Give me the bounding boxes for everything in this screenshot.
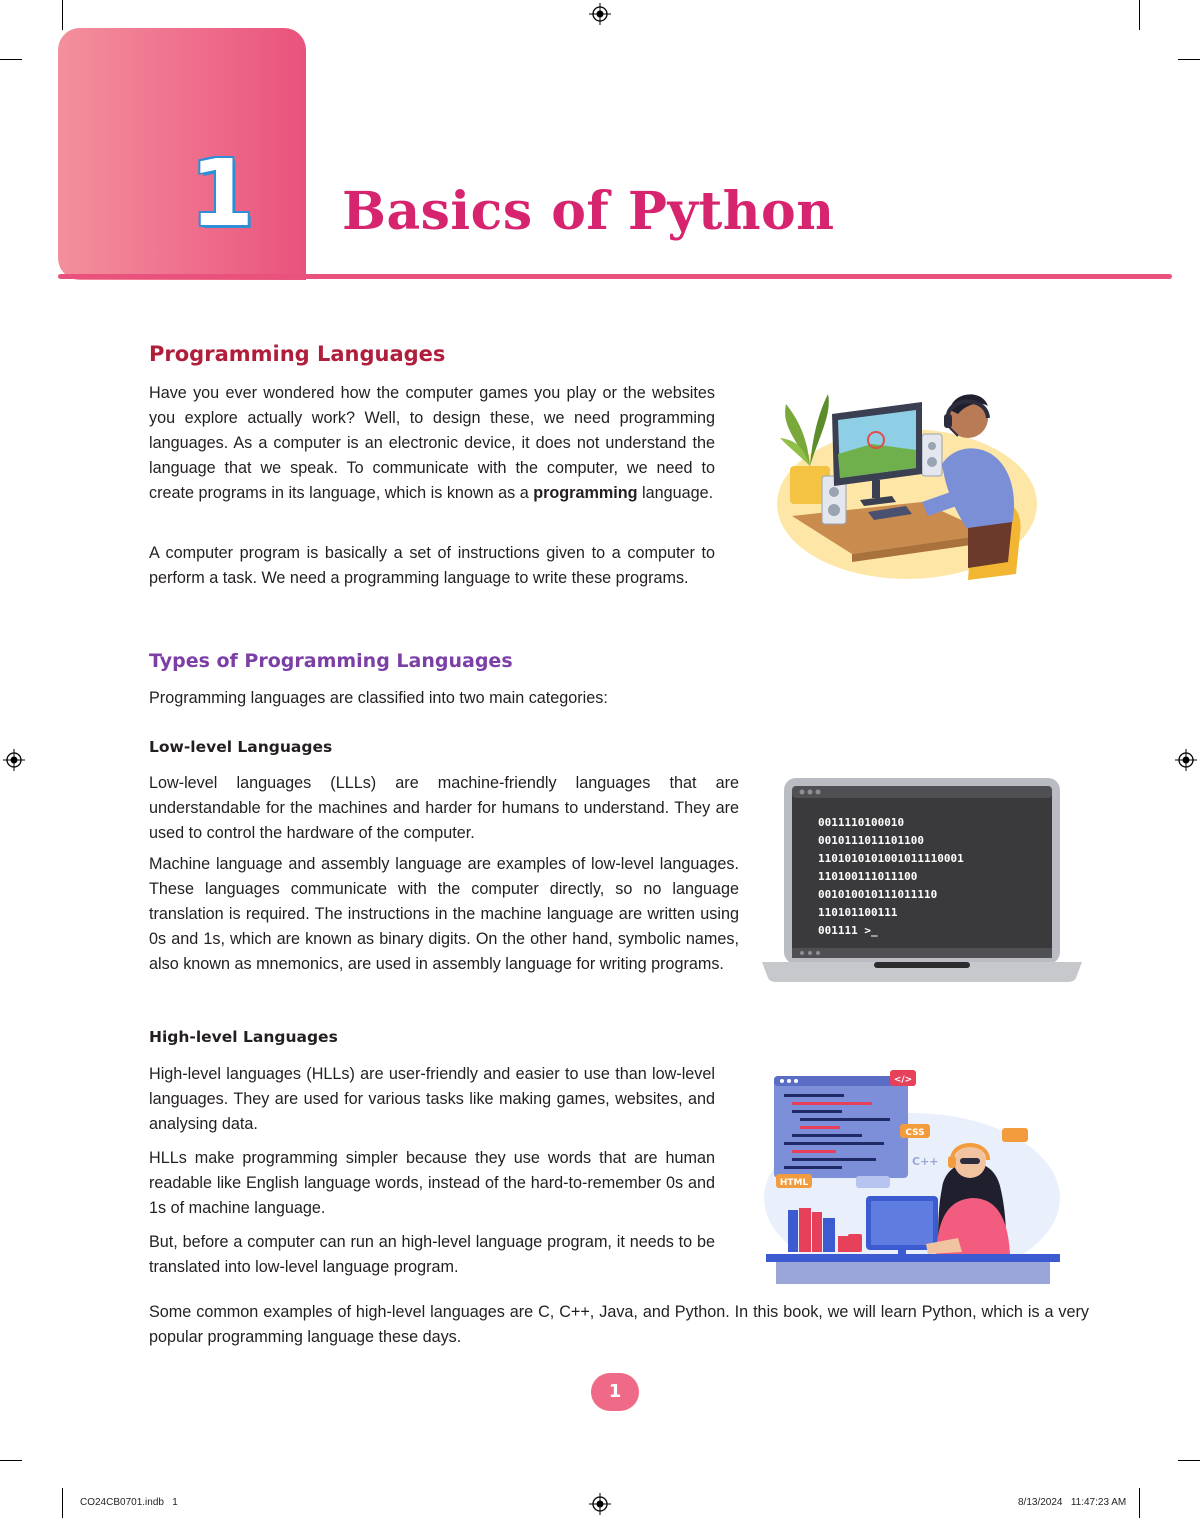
crop-mark xyxy=(1178,1460,1200,1461)
registration-mark-icon xyxy=(3,749,25,771)
page-number: 1 xyxy=(591,1373,639,1411)
high-level-heading: High-level Languages xyxy=(149,1028,338,1046)
cpp-label: C++ xyxy=(912,1155,939,1168)
binary-line: 110100111011100 xyxy=(818,870,918,883)
laptop-illustration xyxy=(762,778,1082,984)
para-text: Have you ever wondered how the computer games you play or the websites you explore actually work? Well, to design these, we need programming languages. As a computer is an electronic device, it does not understand the language that we speak. To communicate with the computer, we need to create programs in its language, which is known as a xyxy=(149,384,715,502)
high-level-paragraph-1: High-level languages (HLLs) are user-friendly and easier to use than low-level languages. They are used for various tasks like making games, websites, and analysing data. xyxy=(149,1065,715,1133)
crop-mark xyxy=(1139,1488,1140,1518)
bold-term: programming xyxy=(533,484,638,502)
low-level-paragraph-1: Low-level languages (LLLs) are machine-friendly languages that are understandable for the machines and harder for humans to understand. They are used to control the hardware of the computer. xyxy=(149,774,739,842)
crop-mark xyxy=(0,1460,22,1461)
low-level-paragraph-2: Machine language and assembly language are examples of low-level languages. These languages communicate with the computer directly, so no language translation is required. The instructions in the machine language are written using 0s and 1s, which are known as binary digits. On the other hand, symbolic names, also known as mnemonics, are used in assembly language for writing programs. xyxy=(149,855,739,973)
section-paragraph-2: A computer program is basically a set of instructions given to a computer to perform a task. We need a programming language to write these programs. xyxy=(149,544,715,587)
gamer-illustration xyxy=(772,384,1050,584)
binary-line: 0010111011101100 xyxy=(818,834,924,847)
closing-paragraph: Some common examples of high-level languages are C, C++, Java, and Python. In this book, we will learn Python, which is a very popular programming language these days. xyxy=(149,1303,1089,1346)
section-heading: Programming Languages xyxy=(149,342,446,366)
crop-mark xyxy=(62,1488,63,1518)
high-level-paragraph-3: But, before a computer can run an high-level language program, it needs to be translated into low-level language program. xyxy=(149,1233,715,1276)
css-label: CSS xyxy=(905,1128,925,1138)
crop-mark xyxy=(0,59,22,60)
chapter-number-box xyxy=(58,28,306,280)
html-label: HTML xyxy=(779,1178,809,1188)
chapter-number: 1 xyxy=(190,140,255,247)
print-timestamp: 8/13/2024 11:47:23 AM xyxy=(1018,1497,1127,1508)
coder-illustration xyxy=(762,1068,1064,1286)
registration-mark-icon xyxy=(1175,749,1197,771)
binary-line: 0011110100010 xyxy=(818,816,905,829)
low-level-heading: Low-level Languages xyxy=(149,738,333,756)
types-intro: Programming languages are classified into two main categories: xyxy=(149,689,608,707)
crop-mark xyxy=(62,0,63,30)
crop-mark xyxy=(1178,59,1200,60)
chapter-title: Basics of Python xyxy=(342,181,835,242)
binary-line: 001010010111011110 xyxy=(818,888,938,901)
registration-mark-icon xyxy=(589,3,611,25)
section-paragraph-1 xyxy=(149,381,715,506)
registration-mark-icon xyxy=(589,1493,611,1515)
binary-line: 1101010101001011110001 xyxy=(818,852,964,865)
binary-line: 001111 >_ xyxy=(818,924,878,937)
code-window-icon xyxy=(774,1076,908,1178)
crop-mark xyxy=(1139,0,1140,30)
para-text: language. xyxy=(637,484,714,502)
high-level-paragraph-2: HLLs make programming simpler because they use words that are human readable like English language words, instead of the hard-to-remember 0s and 1s of machine language. xyxy=(149,1149,715,1217)
svg-text:</>: </> xyxy=(893,1075,913,1085)
chapter-divider xyxy=(58,274,1172,279)
subsection-heading: Types of Programming Languages xyxy=(149,650,513,672)
file-slug: CO24CB0701.indb 1 xyxy=(80,1497,178,1508)
binary-line: 110101100111 xyxy=(818,906,898,919)
